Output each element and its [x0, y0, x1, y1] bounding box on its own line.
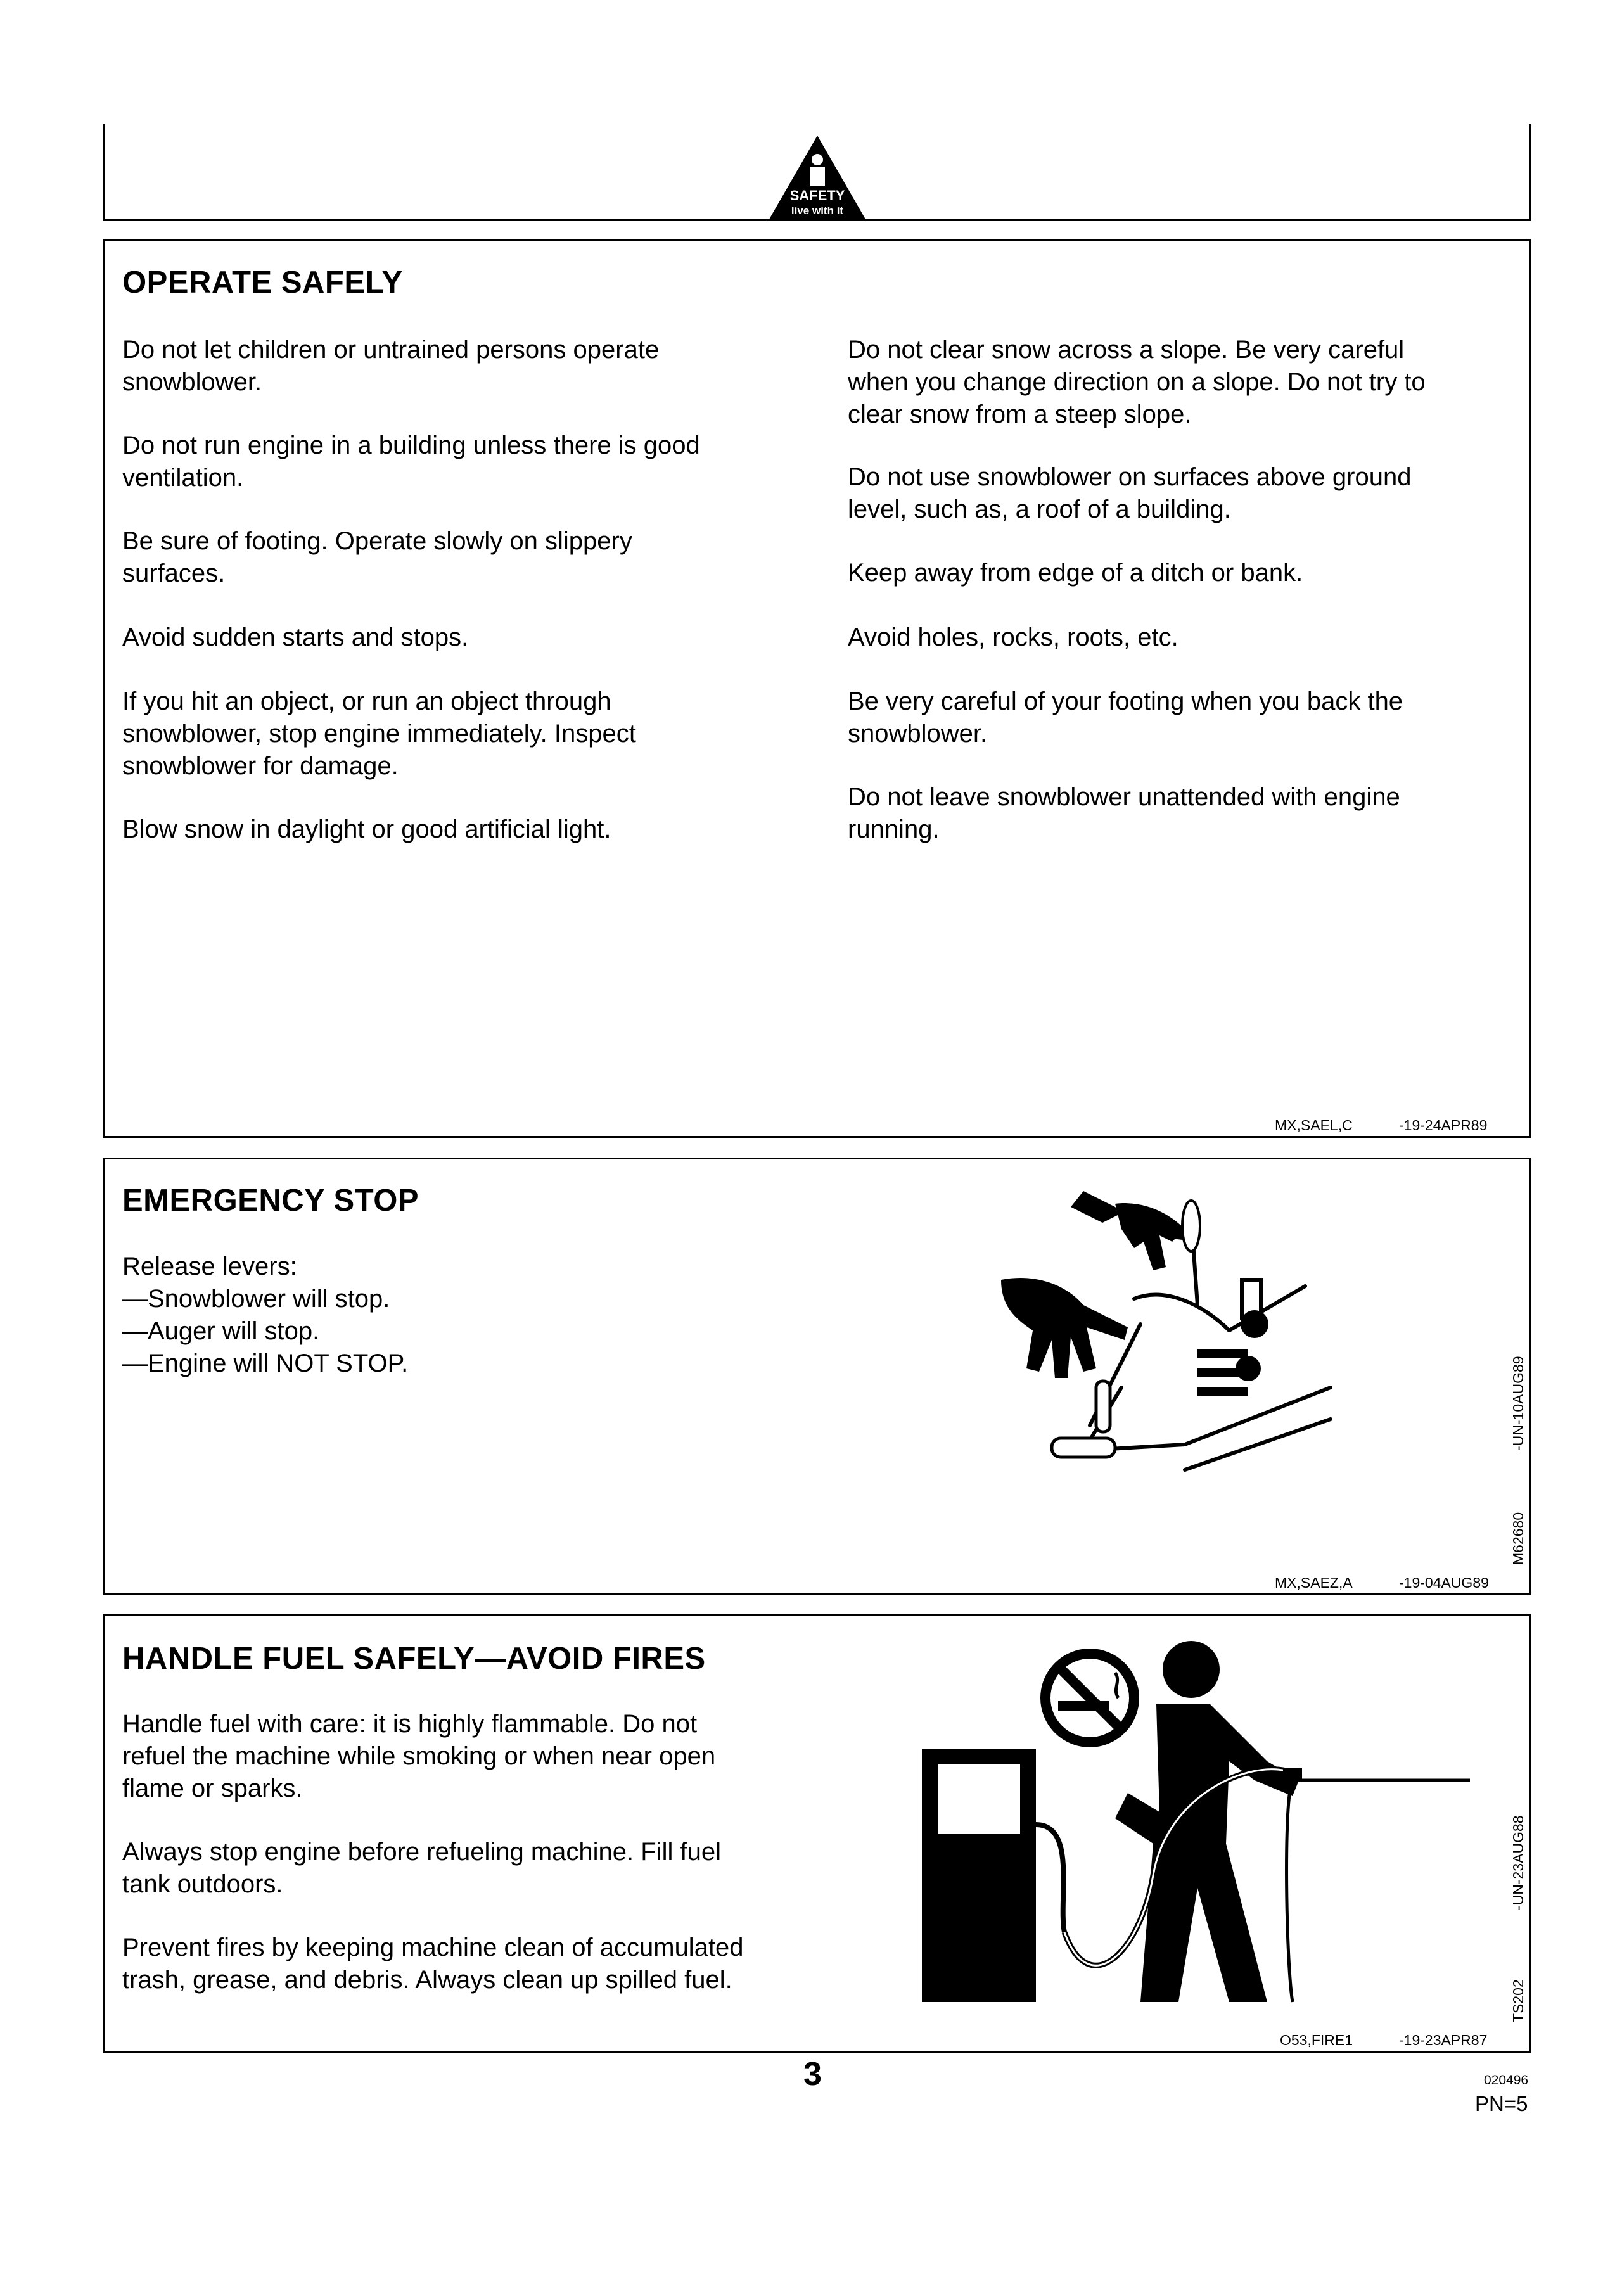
- refueling-no-smoking-illustration: [912, 1635, 1483, 2015]
- fuel-pump-icon: [922, 1749, 1064, 2002]
- emergency-line: —Auger will stop.: [122, 1317, 320, 1345]
- fuel-ref-code: O53,FIRE1: [1280, 2032, 1353, 2048]
- operate-ref-code: MX,SAEL,C: [1275, 1117, 1353, 1133]
- fuel-ref-date: -19-23APR87: [1399, 2032, 1488, 2048]
- operate-right-para: Do not use snowblower on surfaces above ground level, such as, a roof of a building.: [848, 463, 1412, 523]
- emergency-line: —Snowblower will stop.: [122, 1285, 390, 1313]
- page-number: 3: [803, 2056, 822, 2093]
- emergency-ref-date: -19-04AUG89: [1399, 1574, 1489, 1591]
- operate-right-para: Do not clear snow across a slope. Be very careful when you change direction on a slope. Do not try to clear snow from a steep slope.: [848, 336, 1426, 428]
- fuel-figure-code: -UN-23AUG88: [1510, 1815, 1526, 1910]
- operate-right-para: Keep away from edge of a ditch or bank.: [848, 559, 1303, 587]
- operate-right-para: Avoid holes, rocks, roots, etc.: [848, 623, 1178, 651]
- operate-left-para: Blow snow in daylight or good artificial light.: [122, 815, 611, 843]
- doc-code: 020496: [1484, 2073, 1529, 2088]
- handlebar-icon: [1077, 1216, 1331, 1470]
- emergency-ref-code: MX,SAEZ,A: [1275, 1574, 1353, 1591]
- operate-left-para: Avoid sudden starts and stops.: [122, 623, 469, 651]
- emergency-figure-code: -UN-10AUG89: [1510, 1356, 1526, 1451]
- operate-left-para: If you hit an object, or run an object through snowblower, stop engine immediately. Inspect snowblower for damage.: [122, 687, 636, 780]
- no-smoking-icon: [1045, 1654, 1134, 1742]
- snowblower-handle-illustration: [976, 1178, 1381, 1546]
- fuel-para: Prevent fires by keeping machine clean of accumulated trash, grease, and debris. Always clean up spilled fuel.: [122, 1934, 744, 1994]
- safety-badge-subtext: live with it: [791, 205, 844, 217]
- safety-badge-text: SAFETY: [789, 188, 845, 203]
- hand-glove-icon: [1001, 1278, 1128, 1378]
- operate-left-para: Do not run engine in a building unless there is good ventilation.: [122, 431, 700, 492]
- emergency-line: Release levers:: [122, 1253, 297, 1280]
- operate-right-para: Do not leave snowblower unattended with engine running.: [848, 783, 1400, 843]
- operate-right-para: Be very careful of your footing when you back the snowblower.: [848, 687, 1403, 748]
- emergency-figure-id: M62680: [1510, 1512, 1526, 1565]
- emergency-title: EMERGENCY STOP: [122, 1183, 419, 1218]
- person-silhouette-icon: [1115, 1641, 1299, 2002]
- emergency-line: —Engine will NOT STOP.: [122, 1349, 409, 1377]
- fuel-para: Handle fuel with care: it is highly flammable. Do not refuel the machine while smoking or when near open flame or sparks.: [122, 1710, 716, 1802]
- operate-title: OPERATE SAFELY: [122, 265, 403, 300]
- pn-label: PN=5: [1475, 2092, 1528, 2115]
- fuel-tank-icon: [1283, 1768, 1470, 2002]
- fuel-para: Always stop engine before refueling machine. Fill fuel tank outdoors.: [122, 1838, 721, 1898]
- operate-left-para: Be sure of footing. Operate slowly on slippery surfaces.: [122, 527, 632, 587]
- safety-alert-triangle-icon: [767, 133, 868, 222]
- operate-ref-date: -19-24APR89: [1399, 1117, 1488, 1133]
- hand-glove-icon: [1071, 1191, 1197, 1270]
- operate-left-para: Do not let children or untrained persons operate snowblower.: [122, 336, 660, 396]
- fuel-figure-id: TS202: [1510, 1979, 1526, 2022]
- fuel-title: HANDLE FUEL SAFELY—AVOID FIRES: [122, 1642, 706, 1676]
